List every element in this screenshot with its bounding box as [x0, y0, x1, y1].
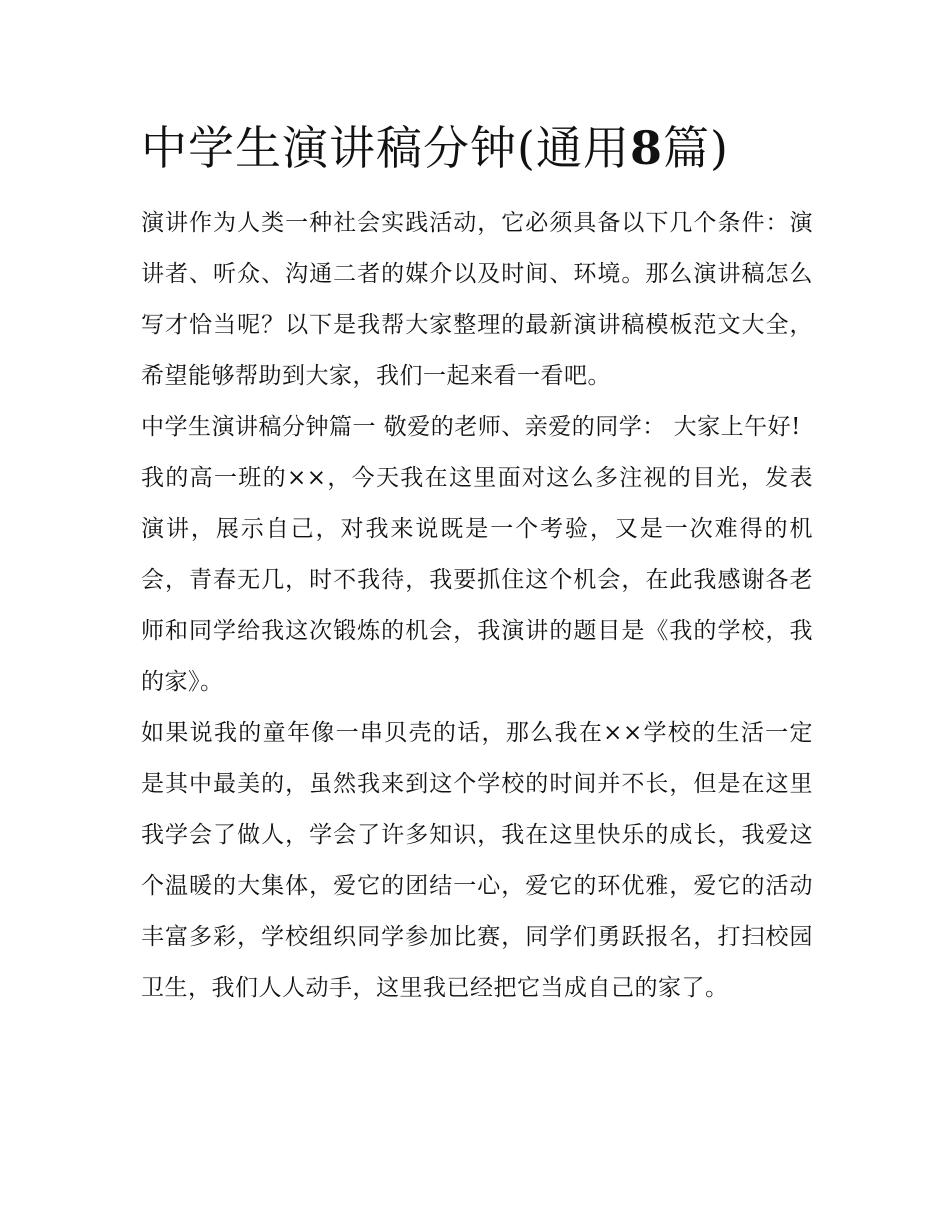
- paragraph-intro: 演讲作为人类一种社会实践活动，它必须具备以下几个条件：演讲者、听众、沟通二者的媒介以及时间、环境。那么演讲稿怎么写才恰当呢？以下是我帮大家整理的最新演讲稿模板范文大全，希望能够帮助到大家，我们一起来看一看吧。: [141, 210, 813, 389]
- document-title: [141, 112, 813, 184]
- title-text: 中学生演讲稿分钟(通用: [141, 121, 630, 175]
- paragraph-body-1: 我的高一班的××，今天我在这里面对这么多注视的目光，发表演讲，展示自己，对我来说既是一个考验，又是一次难得的机会，青春无几，时不我待，我要抓住这个机会，在此我感谢各老师和同学给我这次锻炼的机会，我演讲的题目是《我的学校，我的家》。: [141, 465, 813, 695]
- paragraph-greeting: 中学生演讲稿分钟篇一 敬爱的老师、亲爱的同学： 大家上午好!: [141, 414, 801, 440]
- title-number: 8: [629, 121, 663, 175]
- title-text-end: 篇): [662, 121, 729, 175]
- paragraph-body-2: 如果说我的童年像一串贝壳的话，那么我在××学校的生活一定是其中最美的，虽然我来到这个学校的时间并不长，但是在这里我学会了做人，学会了许多知识，我在这里快乐的成长，我爱这个温暖的大集体，爱它的团结一心，爱它的环优雅，爱它的活动丰富多彩，学校组织同学参加比赛，同学们勇跃报名，打扫校园卫生，我们人人动手，这里我已经把它当成自己的家了。: [141, 720, 813, 1001]
- document-page: [141, 112, 813, 1014]
